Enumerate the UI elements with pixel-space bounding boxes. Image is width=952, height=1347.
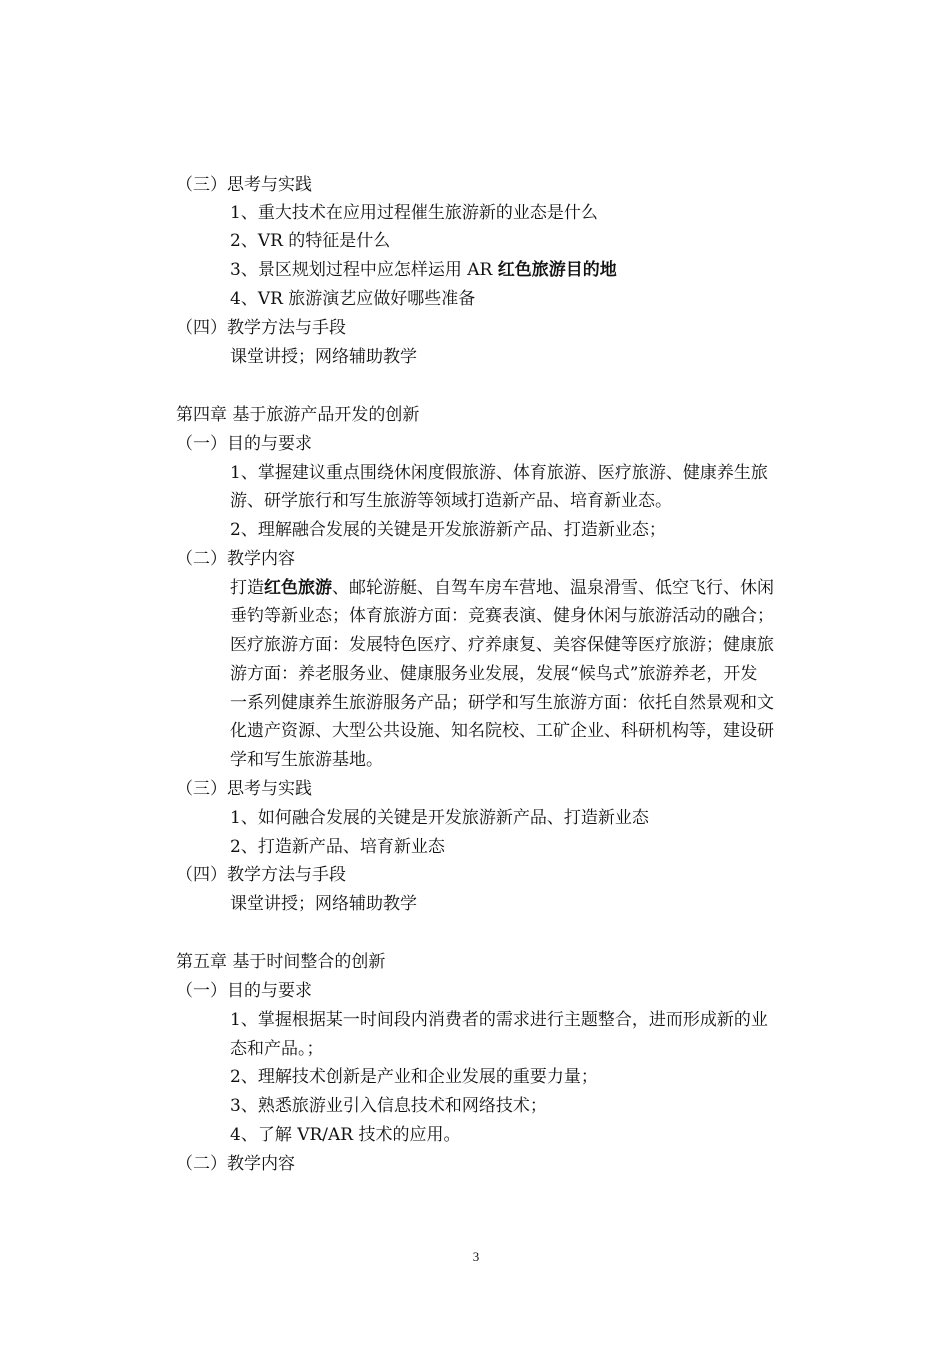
ch5-sec1-title: （一）目的与要求	[176, 981, 312, 1001]
ch4-sec2-line-5: 一系列健康养生旅游服务产品；研学和写生旅游方面：依托自然景观和文	[230, 693, 774, 713]
ch4-sec3-item-1: 1、如何融合发展的关键是开发旅游新产品、打造新业态	[230, 808, 649, 828]
ch4-sec1-title: （一）目的与要求	[176, 434, 312, 454]
ch4-sec2-line-1	[230, 578, 774, 600]
ch4-sec3-item-2: 2、打造新产品、培育新业态	[230, 837, 445, 857]
ch4-sec1-line-1: 1、掌握建议重点围绕休闲度假旅游、体育旅游、医疗旅游、健康养生旅	[230, 463, 768, 483]
ch3-sec3-item-3-bold: 红色旅游目的地	[497, 260, 617, 280]
ch4-sec2-line-6: 化遗产资源、大型公共设施、知名院校、工矿企业、科研机构等，建设研	[230, 721, 774, 741]
ch3-sec4-text: 课堂讲授；网络辅助教学	[230, 347, 417, 367]
ch3-sec3-item-3	[230, 260, 617, 282]
ch3-sec3-item-3-text: 3、景区规划过程中应怎样运用 AR	[230, 260, 498, 280]
ch3-sec3-item-4: 4、VR 旅游演艺应做好哪些准备	[230, 289, 476, 309]
ch4-title: 第四章 基于旅游产品开发的创新	[176, 405, 420, 425]
ch5-sec1-line-3: 2、理解技术创新是产业和企业发展的重要力量；	[230, 1067, 598, 1087]
page-number: 3	[472, 1249, 480, 1264]
ch4-sec2-line-7: 学和写生旅游基地。	[230, 750, 383, 770]
ch5-sec1-line-2: 态和产品。；	[230, 1039, 324, 1059]
ch4-sec1-line-2: 游、研学旅行和写生旅游等领域打造新产品、培育新业态。	[230, 491, 672, 511]
ch4-sec2-title: （二）教学内容	[176, 549, 295, 569]
ch4-sec2-line-4: 游方面：养老服务业、健康服务业发展，发展“候鸟式”旅游养老，开发	[230, 664, 758, 684]
ch4-sec2-line-1-prefix: 打造	[230, 578, 264, 598]
ch3-sec3-title: （三）思考与实践	[176, 175, 312, 195]
ch4-sec3-title: （三）思考与实践	[176, 779, 312, 799]
ch5-sec1-line-5: 4、了解 VR/AR 技术的应用。	[230, 1125, 461, 1145]
ch4-sec2-line-2: 垂钓等新业态；体育旅游方面：竞赛表演、健身休闲与旅游活动的融合；	[230, 606, 774, 626]
ch4-sec2-line-1-rest: 、邮轮游艇、自驾车房车营地、温泉滑雪、低空飞行、休闲	[332, 578, 774, 598]
ch3-sec3-item-2: 2、VR 的特征是什么	[230, 231, 391, 251]
ch5-sec1-line-1: 1、掌握根据某一时间段内消费者的需求进行主题整合，进而形成新的业	[230, 1010, 768, 1030]
ch4-sec2-line-1-bold: 红色旅游	[264, 578, 332, 598]
ch4-sec4-title: （四）教学方法与手段	[176, 865, 346, 885]
ch5-sec2-title: （二）教学内容	[176, 1154, 295, 1174]
ch4-sec2-line-3: 医疗旅游方面：发展特色医疗、疗养康复、美容保健等医疗旅游；健康旅	[230, 635, 774, 655]
ch3-sec4-title: （四）教学方法与手段	[176, 318, 346, 338]
ch5-sec1-line-4: 3、熟悉旅游业引入信息技术和网络技术；	[230, 1096, 547, 1116]
ch3-sec3-item-1: 1、重大技术在应用过程催生旅游新的业态是什么	[230, 203, 598, 223]
ch5-title: 第五章 基于时间整合的创新	[176, 952, 386, 972]
ch4-sec4-text: 课堂讲授；网络辅助教学	[230, 894, 417, 914]
ch4-sec1-line-3: 2、理解融合发展的关键是开发旅游新产品、打造新业态；	[230, 520, 666, 540]
